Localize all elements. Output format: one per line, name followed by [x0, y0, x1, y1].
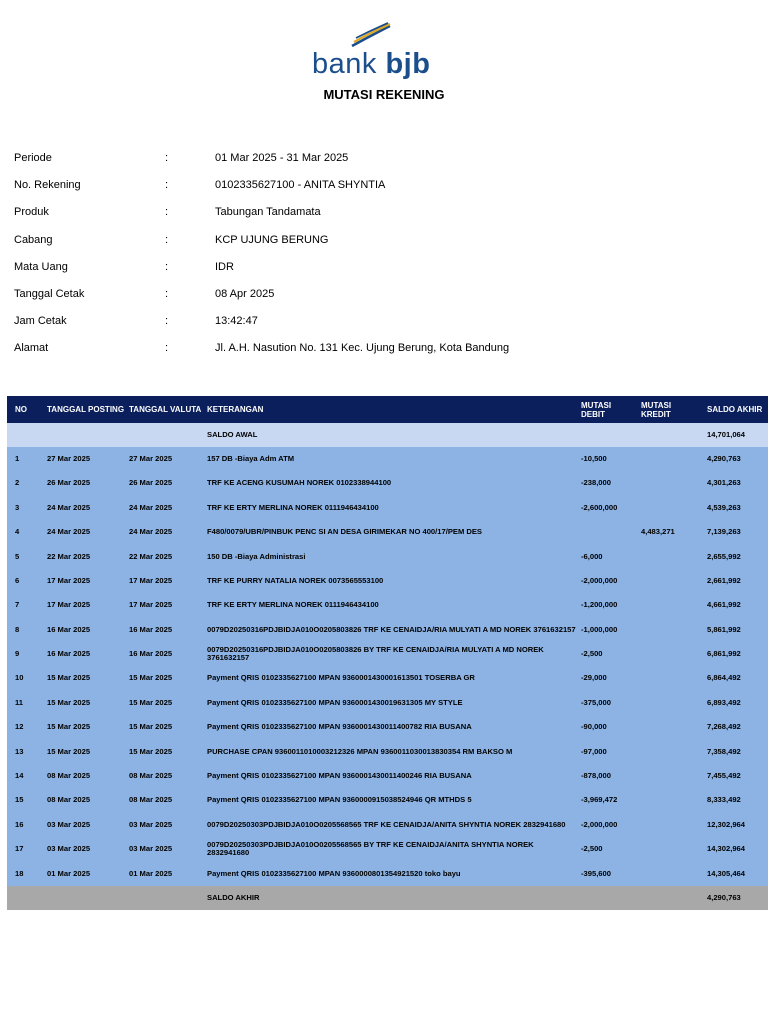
- cell-empty: [7, 886, 45, 910]
- cell-empty: [127, 886, 205, 910]
- cell-mutasi-debit: -1,000,000: [579, 618, 639, 642]
- cell-keterangan: 0079D20250316PDJBIDJA010O0205803826 TRF KE CENAIDJA/RIA MULYATI A MD NOREK 3761632157: [205, 618, 579, 642]
- cell-tanggal-posting: 03 Mar 2025: [45, 813, 127, 837]
- cell-saldo-akhir: 12,302,964: [705, 813, 768, 837]
- cell-mutasi-debit: -238,000: [579, 471, 639, 495]
- cell-saldo-akhir: 6,861,992: [705, 642, 768, 666]
- info-label: Cabang: [14, 233, 53, 246]
- cell-mutasi-debit: -6,000: [579, 545, 639, 569]
- cell-no: 5: [7, 545, 45, 569]
- cell-mutasi-kredit: [639, 618, 705, 642]
- cell-mutasi-kredit: [639, 788, 705, 812]
- cell-tanggal-posting: 24 Mar 2025: [45, 496, 127, 520]
- cell-tanggal-valuta: 27 Mar 2025: [127, 447, 205, 471]
- cell-tanggal-valuta: 16 Mar 2025: [127, 642, 205, 666]
- bjb-wave-logo-icon: [350, 22, 394, 48]
- cell-no: 8: [7, 618, 45, 642]
- cell-mutasi-kredit: [639, 862, 705, 886]
- cell-tanggal-valuta: 01 Mar 2025: [127, 862, 205, 886]
- cell-mutasi-debit: -2,500: [579, 837, 639, 861]
- cell-saldo-akhir: 6,893,492: [705, 691, 768, 715]
- cell-mutasi-debit: -1,200,000: [579, 593, 639, 617]
- cell-keterangan: PURCHASE CPAN 9360011010003212326 MPAN 9360011030013830354 RM BAKSO M: [205, 740, 579, 764]
- info-label: Produk: [14, 206, 49, 219]
- cell-keterangan: 157 DB -Biaya Adm ATM: [205, 447, 579, 471]
- cell-keterangan: TRF KE ACENG KUSUMAH NOREK 0102338944100: [205, 471, 579, 495]
- cell-mutasi-debit: -10,500: [579, 447, 639, 471]
- cell-mutasi-debit: -3,969,472: [579, 788, 639, 812]
- info-label: No. Rekening: [14, 179, 81, 192]
- header-no: NO: [7, 396, 45, 423]
- cell-mutasi-kredit: [639, 764, 705, 788]
- cell-empty: [45, 886, 127, 910]
- cell-tanggal-valuta: 26 Mar 2025: [127, 471, 205, 495]
- info-row: [14, 315, 754, 342]
- cell-tanggal-posting: 17 Mar 2025: [45, 569, 127, 593]
- table-row: [7, 642, 768, 666]
- cell-tanggal-posting: 15 Mar 2025: [45, 691, 127, 715]
- cell-mutasi-kredit: [639, 569, 705, 593]
- cell-keterangan: 150 DB -Biaya Administrasi: [205, 545, 579, 569]
- cell-saldo-akhir: 8,333,492: [705, 788, 768, 812]
- cell-tanggal-posting: 26 Mar 2025: [45, 471, 127, 495]
- account-info: [14, 152, 754, 370]
- cell-empty: [579, 886, 639, 910]
- table-row: [7, 740, 768, 764]
- saldo-awal-value: 14,701,064: [705, 423, 768, 447]
- cell-no: 18: [7, 862, 45, 886]
- cell-tanggal-posting: 16 Mar 2025: [45, 642, 127, 666]
- info-colon: :: [165, 315, 169, 328]
- cell-keterangan: 0079D20250316PDJBIDJA010O0205803826 BY TRF KE CENAIDJA/RIA MULYATI A MD NOREK 3761632157: [205, 642, 579, 666]
- info-value: IDR: [215, 260, 234, 273]
- info-value: 01 Mar 2025 - 31 Mar 2025: [215, 152, 349, 164]
- cell-tanggal-valuta: 03 Mar 2025: [127, 837, 205, 861]
- cell-empty: [127, 423, 205, 447]
- table-row: [7, 837, 768, 861]
- info-label: Periode: [14, 152, 52, 164]
- cell-mutasi-kredit: [639, 471, 705, 495]
- cell-tanggal-valuta: 17 Mar 2025: [127, 569, 205, 593]
- table-row: [7, 691, 768, 715]
- brand-name-bold: bjb: [385, 48, 431, 80]
- cell-keterangan: 0079D20250303PDJBIDJA010O0205568565 TRF KE CENAIDJA/ANITA SHYNTIA NOREK 2832941680: [205, 813, 579, 837]
- header-tanggal-valuta: TANGGAL VALUTA: [127, 396, 205, 423]
- table-row: [7, 593, 768, 617]
- info-label: Jam Cetak: [14, 315, 67, 328]
- cell-no: 15: [7, 788, 45, 812]
- cell-saldo-akhir: 6,864,492: [705, 667, 768, 691]
- cell-saldo-akhir: 7,455,492: [705, 764, 768, 788]
- cell-keterangan: Payment QRIS 0102335627100 MPAN 9360000915038524946 QR MTHDS 5: [205, 788, 579, 812]
- cell-tanggal-valuta: 17 Mar 2025: [127, 593, 205, 617]
- cell-tanggal-posting: 15 Mar 2025: [45, 715, 127, 739]
- table-row: [7, 813, 768, 837]
- cell-tanggal-posting: 01 Mar 2025: [45, 862, 127, 886]
- cell-no: 17: [7, 837, 45, 861]
- table-row: [7, 496, 768, 520]
- cell-tanggal-valuta: 15 Mar 2025: [127, 667, 205, 691]
- cell-saldo-akhir: 7,268,492: [705, 715, 768, 739]
- table-row: [7, 764, 768, 788]
- header-keterangan: KETERANGAN: [205, 396, 579, 423]
- saldo-awal-label: SALDO AWAL: [205, 423, 579, 447]
- table-row: [7, 788, 768, 812]
- info-row: [14, 152, 754, 179]
- cell-tanggal-posting: 08 Mar 2025: [45, 788, 127, 812]
- cell-mutasi-debit: -90,000: [579, 715, 639, 739]
- cell-mutasi-debit: -2,000,000: [579, 813, 639, 837]
- info-label: Mata Uang: [14, 260, 68, 273]
- info-row: [14, 261, 754, 288]
- cell-tanggal-valuta: 16 Mar 2025: [127, 618, 205, 642]
- cell-empty: [639, 886, 705, 910]
- cell-keterangan: Payment QRIS 0102335627100 MPAN 9360001430001613501 TOSERBA GR: [205, 667, 579, 691]
- cell-saldo-akhir: 2,661,992: [705, 569, 768, 593]
- table-row: [7, 862, 768, 886]
- cell-tanggal-valuta: 08 Mar 2025: [127, 788, 205, 812]
- cell-saldo-akhir: 4,290,763: [705, 447, 768, 471]
- info-row: [14, 288, 754, 315]
- info-value: Tabungan Tandamata: [215, 206, 321, 219]
- saldo-akhir-label: SALDO AKHIR: [205, 886, 579, 910]
- info-value: 13:42:47: [215, 315, 258, 328]
- info-value: 0102335627100 - ANITA SHYNTIA: [215, 179, 386, 192]
- cell-no: 13: [7, 740, 45, 764]
- cell-mutasi-kredit: [639, 837, 705, 861]
- info-value: Jl. A.H. Nasution No. 131 Kec. Ujung Berung, Kota Bandung: [215, 342, 510, 355]
- info-colon: :: [165, 152, 169, 164]
- cell-mutasi-debit: -29,000: [579, 667, 639, 691]
- cell-keterangan: Payment QRIS 0102335627100 MPAN 9360001430019631305 MY STYLE: [205, 691, 579, 715]
- transaction-table: [7, 396, 768, 910]
- cell-mutasi-debit: -375,000: [579, 691, 639, 715]
- cell-no: 2: [7, 471, 45, 495]
- table-header-row: [7, 396, 768, 423]
- cell-empty: [579, 423, 639, 447]
- cell-saldo-akhir: 7,358,492: [705, 740, 768, 764]
- cell-tanggal-posting: 24 Mar 2025: [45, 520, 127, 544]
- cell-tanggal-posting: 15 Mar 2025: [45, 667, 127, 691]
- cell-keterangan: 0079D20250303PDJBIDJA010O0205568565 BY TRF KE CENAIDJA/ANITA SHYNTIA NOREK 2832941680: [205, 837, 579, 861]
- cell-no: 11: [7, 691, 45, 715]
- table-row: [7, 447, 768, 471]
- cell-saldo-akhir: 7,139,263: [705, 520, 768, 544]
- cell-tanggal-valuta: 15 Mar 2025: [127, 740, 205, 764]
- table-row: [7, 471, 768, 495]
- cell-saldo-akhir: 4,661,992: [705, 593, 768, 617]
- document-title: MUTASI REKENING: [323, 87, 445, 102]
- cell-mutasi-kredit: [639, 691, 705, 715]
- cell-mutasi-kredit: [639, 813, 705, 837]
- cell-no: 10: [7, 667, 45, 691]
- cell-mutasi-debit: -878,000: [579, 764, 639, 788]
- cell-no: 14: [7, 764, 45, 788]
- table-row: [7, 618, 768, 642]
- brand-name-light: bank: [312, 48, 377, 80]
- cell-no: 9: [7, 642, 45, 666]
- cell-mutasi-debit: -2,600,000: [579, 496, 639, 520]
- cell-mutasi-kredit: [639, 593, 705, 617]
- cell-keterangan: TRF KE PURRY NATALIA NOREK 0073565553100: [205, 569, 579, 593]
- cell-tanggal-posting: 17 Mar 2025: [45, 593, 127, 617]
- table-row: [7, 520, 768, 544]
- info-value: KCP UJUNG BERUNG: [215, 233, 329, 246]
- cell-empty: [7, 423, 45, 447]
- cell-no: 16: [7, 813, 45, 837]
- info-colon: :: [165, 233, 169, 246]
- cell-tanggal-posting: 03 Mar 2025: [45, 837, 127, 861]
- header-mutasi-kredit: MUTASI KREDIT: [639, 396, 705, 423]
- cell-tanggal-valuta: 24 Mar 2025: [127, 496, 205, 520]
- cell-no: 4: [7, 520, 45, 544]
- cell-no: 1: [7, 447, 45, 471]
- cell-saldo-akhir: 4,301,263: [705, 471, 768, 495]
- cell-saldo-akhir: 4,539,263: [705, 496, 768, 520]
- cell-no: 3: [7, 496, 45, 520]
- info-row: [14, 234, 754, 261]
- info-row: [14, 206, 754, 233]
- cell-mutasi-kredit: [639, 496, 705, 520]
- cell-tanggal-valuta: 24 Mar 2025: [127, 520, 205, 544]
- cell-no: 12: [7, 715, 45, 739]
- cell-keterangan: Payment QRIS 0102335627100 MPAN 9360000801354921520 toko bayu: [205, 862, 579, 886]
- cell-mutasi-debit: -2,500: [579, 642, 639, 666]
- cell-tanggal-posting: 27 Mar 2025: [45, 447, 127, 471]
- header-mutasi-debit: MUTASI DEBIT: [579, 396, 639, 423]
- cell-tanggal-valuta: 15 Mar 2025: [127, 715, 205, 739]
- cell-saldo-akhir: 2,655,992: [705, 545, 768, 569]
- saldo-awal-row: [7, 423, 768, 447]
- cell-keterangan: Payment QRIS 0102335627100 MPAN 9360001430011400246 RIA BUSANA: [205, 764, 579, 788]
- cell-tanggal-valuta: 15 Mar 2025: [127, 691, 205, 715]
- table-row: [7, 715, 768, 739]
- cell-mutasi-kredit: [639, 642, 705, 666]
- cell-tanggal-valuta: 08 Mar 2025: [127, 764, 205, 788]
- cell-mutasi-kredit: [639, 715, 705, 739]
- cell-tanggal-valuta: 22 Mar 2025: [127, 545, 205, 569]
- info-colon: :: [165, 287, 169, 300]
- cell-saldo-akhir: 14,305,464: [705, 862, 768, 886]
- cell-no: 7: [7, 593, 45, 617]
- cell-tanggal-posting: 16 Mar 2025: [45, 618, 127, 642]
- cell-tanggal-valuta: 03 Mar 2025: [127, 813, 205, 837]
- saldo-akhir-value: 4,290,763: [705, 886, 768, 910]
- info-colon: :: [165, 342, 169, 355]
- cell-mutasi-debit: -395,600: [579, 862, 639, 886]
- info-label: Tanggal Cetak: [14, 287, 85, 300]
- cell-empty: [639, 423, 705, 447]
- cell-mutasi-kredit: [639, 667, 705, 691]
- info-row: [14, 179, 754, 206]
- table-row: [7, 569, 768, 593]
- cell-empty: [45, 423, 127, 447]
- cell-keterangan: F480/0079/UBR/PINBUK PENC SI AN DESA GIRIMEKAR NO 400/17/PEM DES: [205, 520, 579, 544]
- cell-keterangan: TRF KE ERTY MERLINA NOREK 0111946434100: [205, 496, 579, 520]
- table-row: [7, 545, 768, 569]
- cell-mutasi-kredit: [639, 545, 705, 569]
- bank-logo: [0, 10, 768, 80]
- info-colon: :: [165, 260, 169, 273]
- info-label: Alamat: [14, 342, 49, 355]
- cell-mutasi-debit: -2,000,000: [579, 569, 639, 593]
- cell-mutasi-kredit: [639, 740, 705, 764]
- header-tanggal-posting: TANGGAL POSTING: [45, 396, 127, 423]
- info-row: [14, 342, 754, 369]
- bank-wordmark: [312, 48, 430, 80]
- info-value: 08 Apr 2025: [215, 287, 275, 300]
- cell-mutasi-debit: -97,000: [579, 740, 639, 764]
- cell-no: 6: [7, 569, 45, 593]
- cell-mutasi-kredit: [639, 447, 705, 471]
- table-row: [7, 667, 768, 691]
- info-colon: :: [165, 206, 169, 219]
- cell-tanggal-posting: 22 Mar 2025: [45, 545, 127, 569]
- cell-keterangan: Payment QRIS 0102335627100 MPAN 9360001430011400782 RIA BUSANA: [205, 715, 579, 739]
- cell-mutasi-debit: [579, 520, 639, 544]
- cell-tanggal-posting: 15 Mar 2025: [45, 740, 127, 764]
- cell-keterangan: TRF KE ERTY MERLINA NOREK 0111946434100: [205, 593, 579, 617]
- header-saldo-akhir: SALDO AKHIR: [705, 396, 768, 423]
- cell-saldo-akhir: 5,861,992: [705, 618, 768, 642]
- saldo-akhir-row: [7, 886, 768, 910]
- cell-tanggal-posting: 08 Mar 2025: [45, 764, 127, 788]
- cell-mutasi-kredit: 4,483,271: [639, 520, 705, 544]
- info-colon: :: [165, 179, 169, 192]
- cell-saldo-akhir: 14,302,964: [705, 837, 768, 861]
